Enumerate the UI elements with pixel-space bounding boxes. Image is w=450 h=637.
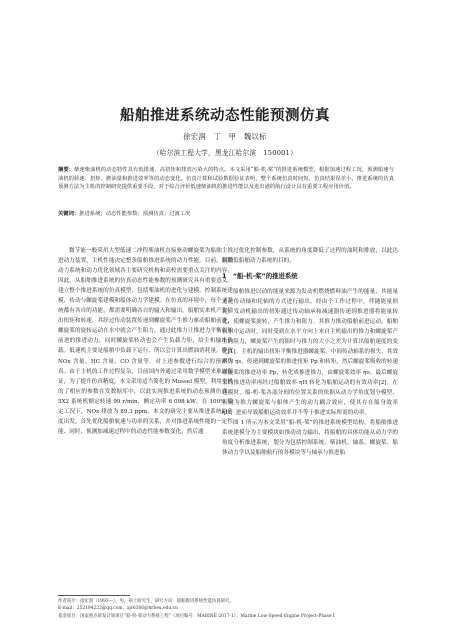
- abstract-text: 柴速柴油机的动态特性具有低排速、高扭矩和排放污染大的特点。本文采用“船-机-桨”的推进系统模型，根据加速过程工况，预测船速与油机的转速、扭矩、燃油量和推进效率等的动态变化。仿真计算和试验数据验证表明，整个系统仿真时间短，仿真结果误差小。推进系统的仿真预测方法为主机的控制研究提供重要手段，对于综合评价低速柴油机的推进性能以及进出港的航行设计具有重要工程应用价值。: [58, 167, 394, 191]
- body-paragraph: 船舶推进以动的能量来源为发动机燃烧燃料油产生的能量，其能量通过传动轴和轮轴的方式进行输出，经由个工作过程中，伴随能量损耗。发动机输出的扭矩通过传动轴承和减速器传递到推进器将能量转化，使螺旋桨旋转，产生推力和阻力。其推力推动船舶前进运动。船舶在水中运动时，同时受到在水平方向上来自主机输出的推力和螺旋桨产生的阻力，螺旋桨产生的阻时与推力的大小之差为计算出船舶速度的变化[1]。主机的输出扭矩平衡推进器螺旋桨，中间传动轴系的损失，其效率为 ηs，传递到螺旋桨的推进扭矩 Pp 和转矩，然后螺旋桨吸收的转速螺旋桨的推进功率 Pp，转化成推进推力，由螺旋桨效率 ηo。最后螺旋桨的推进功率再经过船舶效率 ηH 转化为船舶运动的有效功率[2]。在建模时，船-机-桨各部分间的位置关系的依据从动力学角度划分模型，表现为推力螺旋桨与船体产生的动力耦合效应，使其存在船身效率 ηH，进而导致船舶运动效率并不等于推进实际所需的功率。: [222, 289, 398, 416]
- footnote-author-bio: 作者简介：徐宏润（1993—），男，硕士研究生，研究方向：船舶推进系统性能仿真研究。: [58, 599, 234, 604]
- body-paragraph: 微节能一般采用大型低速二冲程柴油机直接驱动螺旋桨为船舶主推进动力装置，主机性能决定整条船舶推进系统的动力性能。目前，船舶动力系统和动力优化领域各主要研究机构和高校需要重点关注的内容，因此，从船舶推进系统的仿真动态性能参数的预测研究具有重要意义。建立整个推进系统的仿真模型，包括柴油机的进化与建模，控制系统建模，传动与螺旋桨建模和船体动力学建模。在仿真的环境中，每个子系统都有各自的功能，都需要明确各自的输入和输出。船舶实来机产生输出扭矩和转速，其经过传动装置传递到螺旋桨产生推力驱动船舶前进，螺旋桨的旋转运动在水中就会产生阻力，通过此推力让推进力平衡船舶前进的推进动力，同时螺旋桨转动也会产生负载力矩，给主机输出负载。低速机主要是船舶中负载下运行，所以会计算出燃油消耗量，排放 NOx 含量、HC 含量、CO 含量等。对上述参数进行综合的预测仿真。由于主机的工作过程复杂，目前国内外通过采用数学模型来难以保证，为了提升仿真精度，本文采用适当简化的 Mussel 模型，利用主机的了相应的参数在发数据库中，以此实现推进系统的动态预测仿真。5X2 系统机额定转速 99 r/min，额定功率 6 098 kW，在 100% 稳定工况下，NOx 排放为 89.3 ppm。本文的研究主要从推进系统的角度出发，首先优化船舶航速与功率的关系，并对推进系统性能的一定性能、同时，预测加减速过程中的动态性能参数变化，然后通: [58, 248, 233, 435]
- section-heading: 1 “船-机-桨”的推进系统: [222, 272, 298, 281]
- footnote-divider: [58, 595, 130, 596]
- paper-title: 船舶推进系统动态性能预测仿真: [120, 108, 330, 124]
- abstract: [58, 166, 394, 192]
- left-column: [58, 246, 233, 437]
- affiliation: （哈尔滨工程大学，黑龙江哈尔滨 150001）: [152, 149, 298, 157]
- body-paragraph: 图 1 所示为本文采用“船-机-桨”的推进系统模型结构，将船舶推进系统建模分为主要模块如推动动力输出，将船舶的具体功能从动力学的角度分析推进系统，划分为包括控制系统、柴油机、轴系、螺旋桨、船体动力学以及船舶航行的各模块等与轴承与推进船: [222, 419, 398, 456]
- keywords-text: 推进系统；动态性能参数；预测仿真；过渡工况: [79, 211, 191, 217]
- footnote-email: E-mail：252194222@qq.com；xjr6306@hrbeu.edu.cn: [58, 606, 178, 612]
- footnotes: [58, 598, 398, 620]
- body-paragraph: 过优化控制参数，从系统的角度降低了过程的油耗和排放，以此达到降低船舶动力系统的目的。: [222, 248, 398, 265]
- footnote-funding: 基金项目：国家重点研发计划项目“船-机-桨动力系统工程”（项目编号：MARINE 2017-1）；Marine Low-Speed Engine Project-Phase Ⅰ: [58, 613, 335, 619]
- right-column: [222, 246, 398, 458]
- author-list: 徐宏润 丁 甲 魏以标: [183, 132, 267, 141]
- abstract-label: 摘要：: [58, 167, 75, 173]
- keywords: [58, 210, 394, 218]
- keywords-label: 关键词：: [58, 211, 80, 217]
